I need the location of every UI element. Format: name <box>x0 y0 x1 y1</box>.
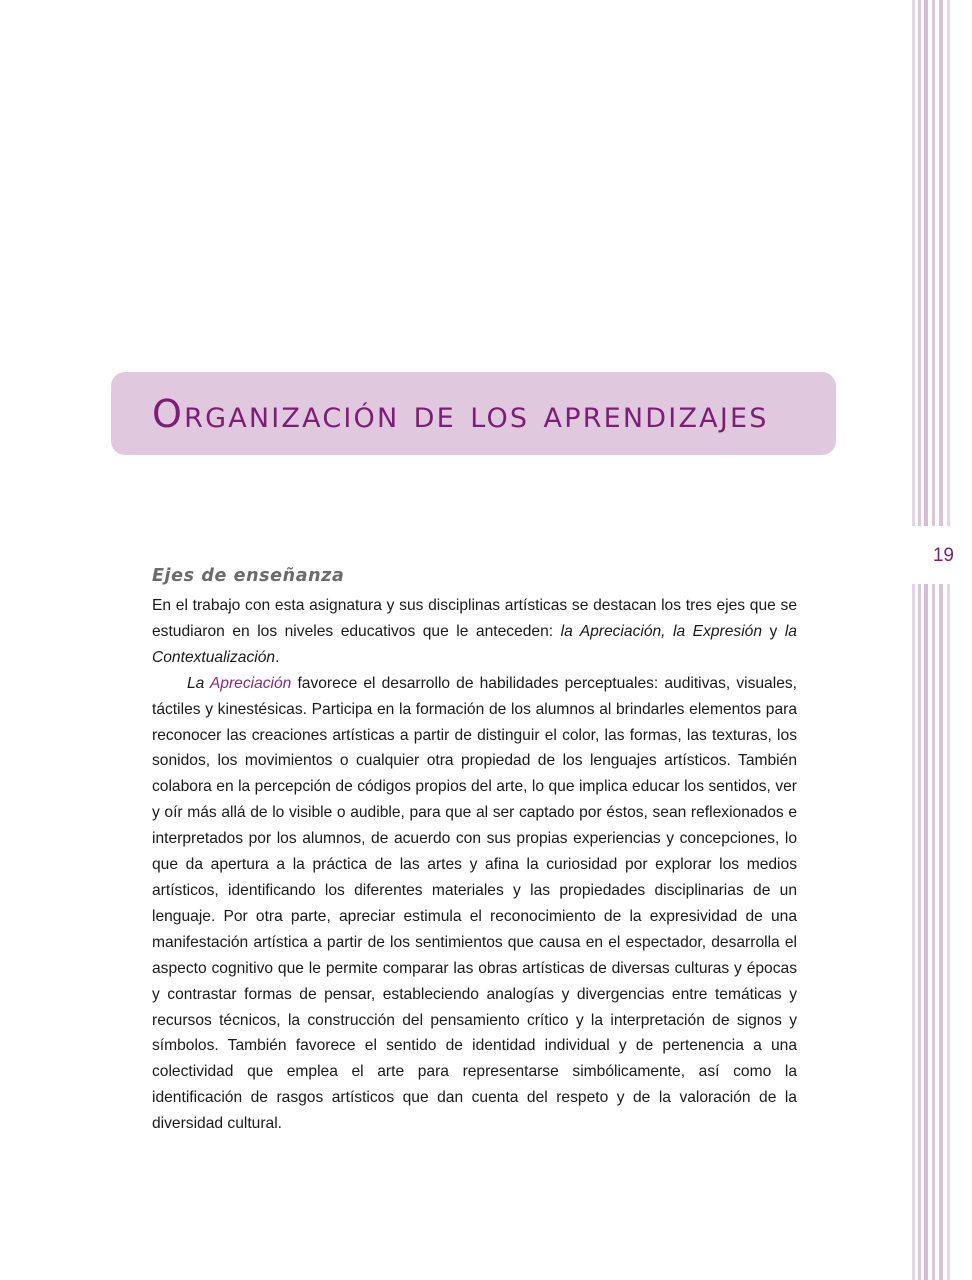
edge-stripe <box>947 0 950 1280</box>
edge-stripe <box>932 0 935 1280</box>
chapter-title: Organización de los aprendizajes <box>152 392 769 436</box>
term-apreciacion: Apreciación <box>209 674 292 692</box>
axis-contextualization: la Contextualización <box>152 622 797 666</box>
axes-emphasis: la Apreciación, la Expresión <box>560 622 763 640</box>
page-number: 19 <box>932 545 954 566</box>
body-text <box>152 593 797 1137</box>
intro-text: En el trabajo con esta asignatura y sus disciplinas artísticas se destacan los tres ejes que se estudiaron en los niveles educativos que le anteceden: <box>152 597 797 640</box>
edge-stripe <box>918 0 921 1280</box>
conjunction-text: y <box>762 622 785 640</box>
edge-stripe <box>924 0 928 1280</box>
sentence-end: . <box>275 648 280 666</box>
section-heading: Ejes de enseñanza <box>152 566 345 586</box>
apreciacion-body: favorece el desarrollo de habilidades perceptuales: auditivas, visuales, táctiles y kinestésicas. Participa en la formación de los alumnos al brindarles elementos para reconocer las creaciones artísticas a partir de distinguir el color, las formas, las texturas, los sonidos, los movimientos o cualquier otra propiedad de los lenguajes artísticos. También colabora en la percepción de códigos propios del arte, lo que implica educar los sentidos, ver y oír más allá de lo visible o audible, para que al ser captado por éstos, sean reflexionados e interpretados por los alumnos, de acuerdo con sus propias experiencias y concepciones, lo que da apertura a la práctica de las artes y afina la curiosidad por explorar los medios artísticos, identificando los diferentes materiales y las propiedades disciplinarias de un lenguaje. Por otra parte, apreciar estimula el reconocimiento de la expresividad de una manifestación artística a partir de los sentimientos que causa en el espectador, desarrolla el aspecto cognitivo que le permite comparar las obras artísticas de diversas culturas y épocas y contrastar formas de pensar, estableciendo analogías y divergencias entre temáticas y recursos técnicos, la construcción del pensamiento crítico y la interpretación de signos y símbolos. También favorece el sentido de identidad individual y de pertenencia a una colectividad que emplea el arte para representarse simbólicamente, así como la identificación de rasgos artísticos que dan cuenta del respeto y de la valoración de la diversidad cultural. <box>152 674 797 1133</box>
chapter-header-band <box>111 372 836 455</box>
article-text: La <box>187 674 210 692</box>
edge-stripe <box>912 0 915 1280</box>
edge-stripe <box>939 0 943 1280</box>
page-edge-stripes <box>912 0 972 1280</box>
paragraph-apreciacion <box>152 671 797 1137</box>
paragraph-intro <box>152 593 797 671</box>
